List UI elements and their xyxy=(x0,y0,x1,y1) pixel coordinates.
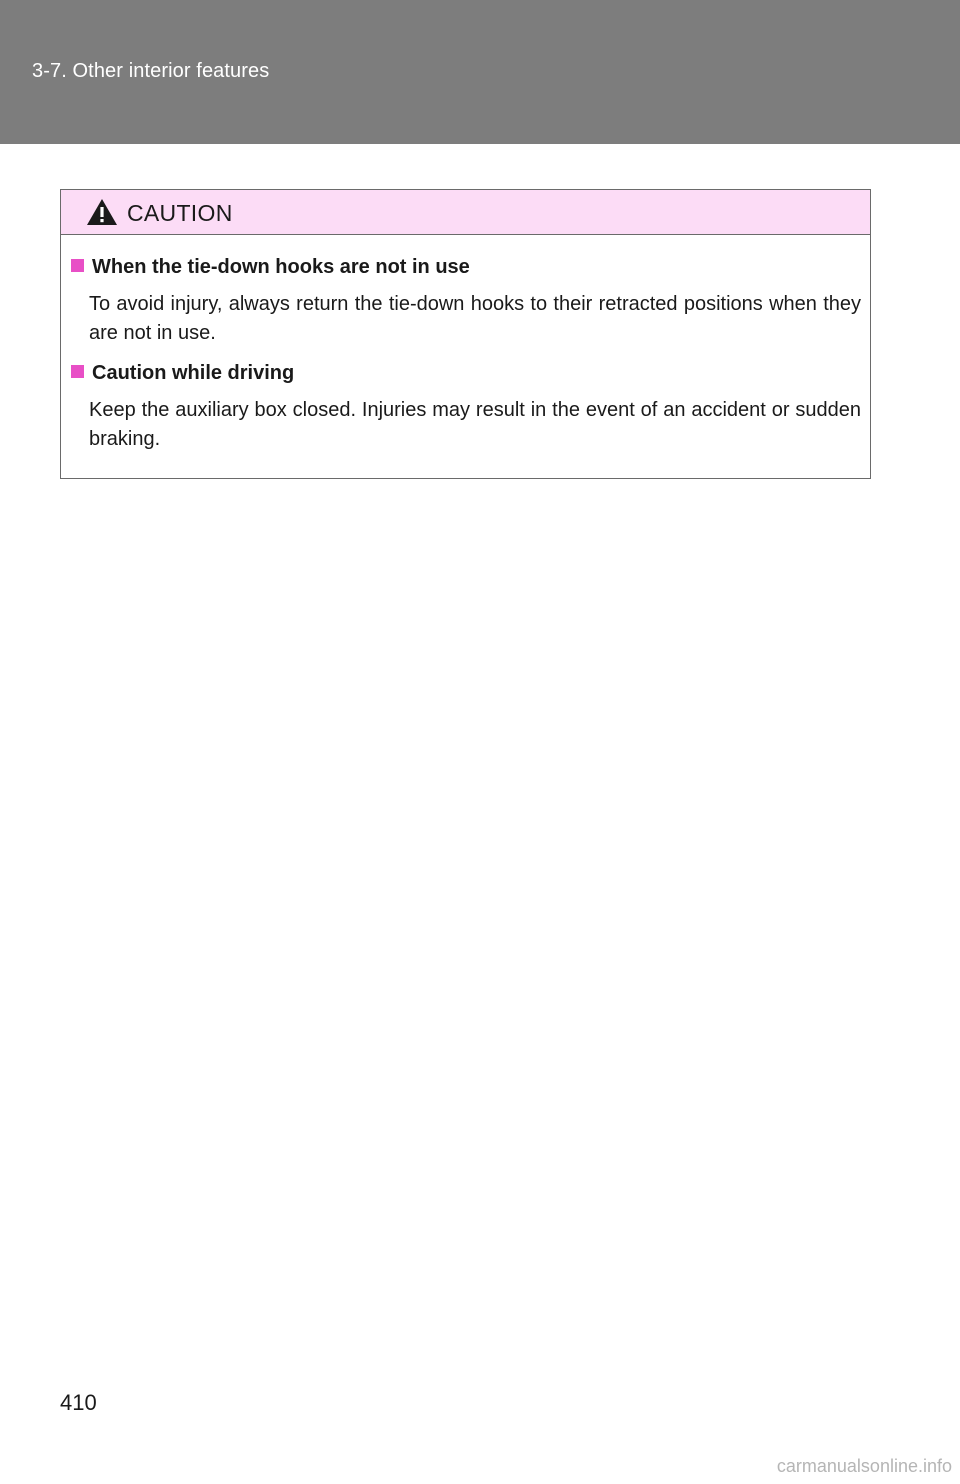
item-heading-text: Caution while driving xyxy=(92,362,295,384)
item-heading-text: When the tie-down hooks are not in use xyxy=(92,256,470,278)
item-heading xyxy=(71,362,294,385)
section-title: 3-7. Other interior features xyxy=(32,60,270,82)
caution-box xyxy=(60,189,871,479)
square-bullet-icon xyxy=(71,259,84,272)
warning-triangle-icon xyxy=(86,198,118,226)
item-heading xyxy=(71,256,470,279)
header-band xyxy=(0,0,960,144)
item-text: Keep the auxiliary box closed. Injuries may result in the event of an accident or sudden braking. xyxy=(89,399,861,450)
item-text: To avoid injury, always return the tie-down hooks to their retracted positions when they are not in use. xyxy=(89,293,861,344)
square-bullet-icon xyxy=(71,365,84,378)
caution-header xyxy=(61,190,870,235)
caution-label: CAUTION xyxy=(127,200,233,226)
page-number: 410 xyxy=(60,1390,97,1415)
watermark: carmanualsonline.info xyxy=(776,1456,952,1476)
